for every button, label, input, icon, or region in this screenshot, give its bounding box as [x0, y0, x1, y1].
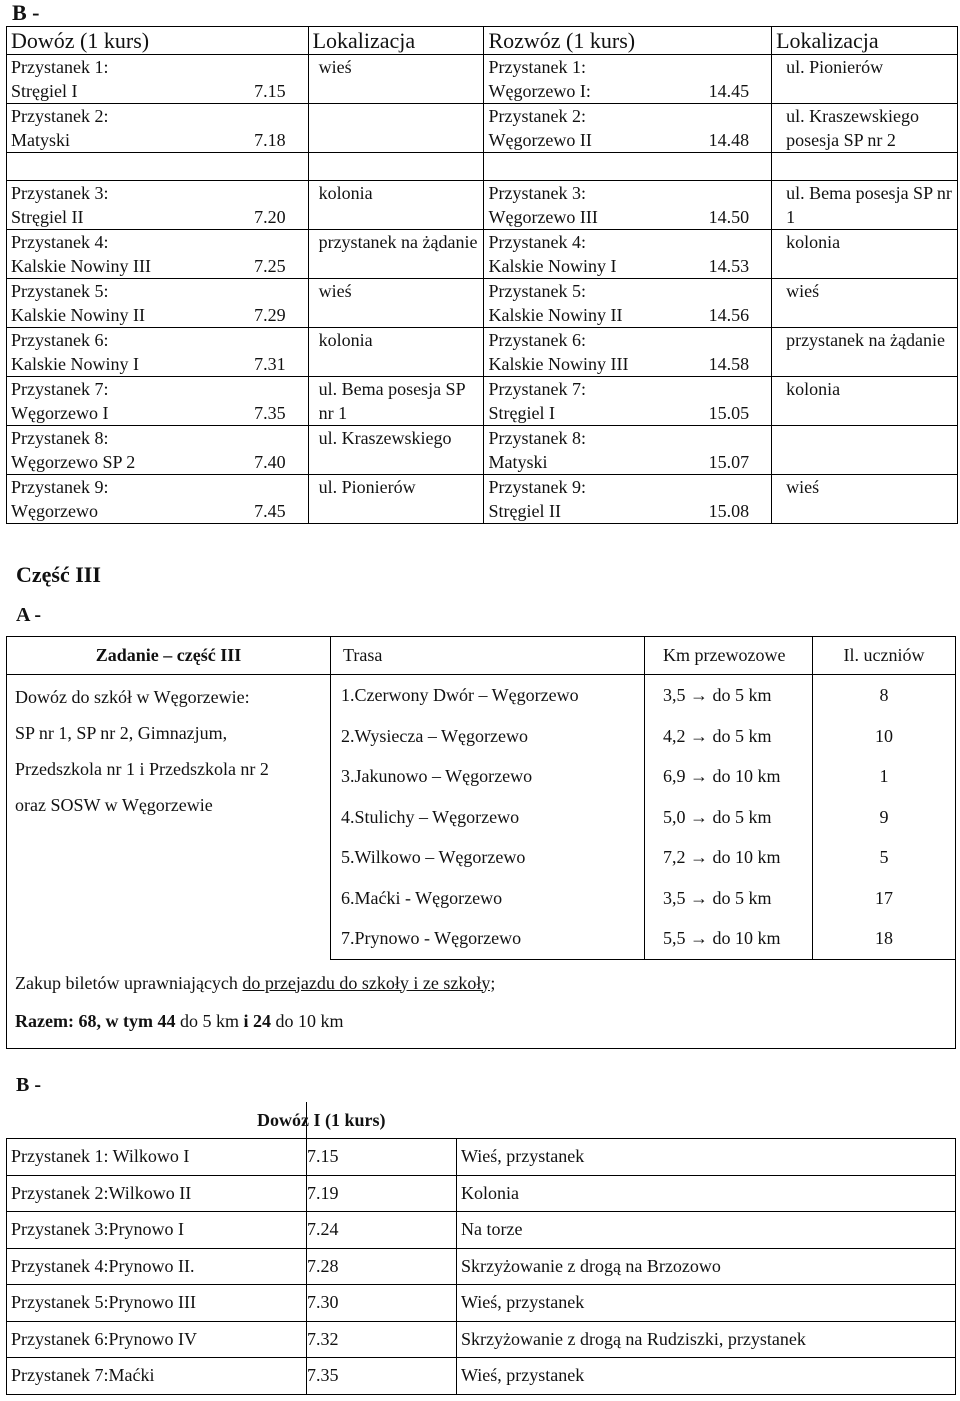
table3-location: Skrzyżowanie z drogą na Brzozowo: [457, 1248, 956, 1285]
return-stop-name-line: [488, 450, 767, 474]
route-count: 8: [879, 685, 889, 705]
return-stop-name: Kalskie Nowiny III: [488, 354, 629, 374]
schedule-row: [7, 426, 958, 475]
spacer-row: [7, 153, 958, 181]
rozwoz-cell: [484, 104, 772, 153]
stop-time: 7.29: [254, 305, 286, 325]
rozwoz-cell: [484, 279, 772, 328]
header-dowoz: Dowóz (1 kurs): [7, 27, 309, 55]
return-location-cell: [772, 426, 958, 475]
table3-time: 7.19: [307, 1175, 457, 1212]
return-location-cell: wieś: [772, 279, 958, 328]
stop-name-line: [11, 303, 304, 327]
route-name: 4.Stulichy – Węgorzewo: [341, 806, 520, 827]
rozwoz-cell: [484, 328, 772, 377]
dowoz-cell: [7, 104, 309, 153]
location-cell: ul. Kraszewskiego: [308, 426, 484, 475]
routes-column: [331, 675, 645, 960]
table3-location: Skrzyżowanie z drogą na Rudziszki, przystanek: [457, 1321, 956, 1358]
route-km: 5,5 → do 10 km: [663, 928, 781, 948]
return-stop-name-line: [488, 128, 767, 152]
table3-stop: Przystanek 1: Wilkowo I: [7, 1139, 307, 1176]
header-trasa: Trasa: [331, 637, 645, 675]
table3-time: 7.15: [307, 1139, 457, 1176]
stop-time: 7.40: [254, 452, 286, 472]
desc-line-4: oraz SOSW w Węgorzewie: [15, 795, 213, 815]
km-column: [645, 675, 813, 960]
location-cell: ul. Bema posesja SP nr 1: [308, 377, 484, 426]
table3-row: [7, 1285, 956, 1322]
table3-location: Na torze: [457, 1212, 956, 1249]
header-km: Km przewozowe: [645, 637, 813, 675]
summary-part-4: do 10 km: [270, 1010, 344, 1031]
schedule-row: [7, 181, 958, 230]
stop-name: Węgorzewo I: [11, 403, 109, 423]
return-stop-label: Przystanek 1:: [488, 57, 586, 77]
location-cell: kolonia: [308, 328, 484, 377]
return-stop-time: 15.07: [708, 452, 750, 472]
desc-line-3: Przedszkola nr 1 i Przedszkola nr 2: [15, 759, 269, 779]
route-count: 1: [879, 766, 889, 786]
return-stop-time: 14.45: [708, 81, 750, 101]
task-description: [7, 675, 331, 960]
return-location-cell: przystanek na żądanie: [772, 328, 958, 377]
stop-time: 7.35: [254, 403, 286, 423]
stop-name-line: [11, 254, 304, 278]
table3-stop: Przystanek 5:Prynowo III: [7, 1285, 307, 1322]
table3-stop: Przystanek 7:Maćki: [7, 1358, 307, 1395]
stop-time: 7.20: [254, 207, 286, 227]
route-count: 18: [875, 928, 893, 948]
header-lokalizacja-2: Lokalizacja: [772, 27, 958, 55]
schedule-row: [7, 279, 958, 328]
dowoz-cell: [7, 230, 309, 279]
stop-time: 7.31: [254, 354, 286, 374]
summary-part-3: i 24: [243, 1010, 271, 1031]
location-cell: wieś: [308, 55, 484, 104]
stop-name-line: [11, 401, 304, 425]
table3-row: [7, 1358, 956, 1395]
stop-name-line: [11, 79, 304, 103]
return-stop-name-line: [488, 499, 767, 523]
return-stop-name: Węgorzewo I:: [488, 81, 591, 101]
stop-name-line: [11, 352, 304, 376]
table3-location: Wieś, przystanek: [457, 1285, 956, 1322]
stop-name: Stręgiel II: [11, 207, 84, 227]
group-2: [7, 181, 958, 524]
return-stop-name-line: [488, 401, 767, 425]
return-stop-name-line: [488, 254, 767, 278]
table3-stop: Przystanek 6:Prynowo IV: [7, 1321, 307, 1358]
stop-time: 7.45: [254, 501, 286, 521]
stop-label: Przystanek 5:: [11, 281, 109, 301]
route-km: 4,2 → do 5 km: [663, 725, 772, 746]
table3-row: [7, 1321, 956, 1358]
dowoz-cell: [7, 279, 309, 328]
return-stop-name: Matyski: [488, 452, 548, 472]
return-stop-label: Przystanek 7:: [488, 379, 586, 399]
route-name: 6.Maćki - Węgorzewo: [341, 887, 503, 908]
return-stop-name-line: [488, 205, 767, 229]
schedule-row: [7, 230, 958, 279]
return-location-cell: ul. Bema posesja SP nr 1: [772, 181, 958, 230]
return-stop-name-line: [488, 79, 767, 103]
stop-name-line: [11, 450, 304, 474]
stop-label: Przystanek 1:: [11, 57, 109, 77]
return-location-cell: ul. Kraszewskiego posesja SP nr 2: [772, 104, 958, 153]
table3-row: [7, 1175, 956, 1212]
location-cell: wieś: [308, 279, 484, 328]
tickets-note-prefix: Zakup biletów uprawniających: [15, 972, 243, 993]
stop-name: Kalskie Nowiny III: [11, 256, 151, 276]
stop-label: Przystanek 7:: [11, 379, 109, 399]
dowoz-cell: [7, 475, 309, 524]
route-km: 3,5 → do 5 km: [663, 685, 772, 705]
route-km: 3,5 → do 5 km: [663, 887, 772, 908]
return-stop-label: Przystanek 8:: [488, 428, 586, 448]
stop-label: Przystanek 6:: [11, 330, 109, 350]
table3-time: 7.32: [307, 1321, 457, 1358]
table3-time: 7.30: [307, 1285, 457, 1322]
summary-line: [15, 1002, 947, 1040]
desc-line-1: Dowóz do szkół w Węgorzewie:: [15, 687, 250, 707]
tickets-note: [15, 964, 947, 1002]
rozwoz-cell: [484, 426, 772, 475]
return-stop-name-line: [488, 303, 767, 327]
header-lokalizacja: Lokalizacja: [308, 27, 484, 55]
rozwoz-cell: [484, 475, 772, 524]
return-stop-name: Stręgiel I: [488, 403, 555, 423]
stop-label: Przystanek 8:: [11, 428, 109, 448]
stop-label: Przystanek 2:: [11, 106, 109, 126]
route-count: 10: [875, 725, 893, 746]
stop-label: Przystanek 9:: [11, 477, 109, 497]
return-stop-name: Węgorzewo III: [488, 207, 598, 227]
table3-row: [7, 1212, 956, 1249]
return-stop-time: 15.05: [708, 403, 750, 423]
table3-title-row: [7, 1102, 956, 1139]
stop-label: Przystanek 3:: [11, 183, 109, 203]
table3-title: Dowóz I (1 kurs): [307, 1102, 956, 1139]
routes-header-row: [7, 637, 956, 675]
return-stop-name: Kalskie Nowiny II: [488, 305, 623, 325]
dowoz-cell: [7, 377, 309, 426]
route-name: 1.Czerwony Dwór – Węgorzewo: [341, 685, 579, 705]
stop-name-line: [11, 499, 304, 523]
stop-name: Stręgiel I: [11, 81, 78, 101]
return-stop-label: Przystanek 5:: [488, 281, 586, 301]
return-stop-name: Kalskie Nowiny I: [488, 256, 617, 276]
route-km: 7,2 → do 10 km: [663, 847, 781, 867]
header-uczniow: Il. uczniów: [813, 637, 956, 675]
return-location-cell: ul. Pionierów: [772, 55, 958, 104]
route-name: 7.Prynowo - Węgorzewo: [341, 928, 522, 948]
rozwoz-cell: [484, 377, 772, 426]
table3-time: 7.24: [307, 1212, 457, 1249]
rozwoz-cell: [484, 181, 772, 230]
stop-name: Kalskie Nowiny I: [11, 354, 139, 374]
route-km: 6,9 → do 10 km: [663, 766, 781, 786]
return-location-cell: kolonia: [772, 230, 958, 279]
dowoz-cell: [7, 328, 309, 377]
summary-part-2: do 5 km: [175, 1010, 244, 1031]
stop-time: 7.25: [254, 256, 286, 276]
route-count: 9: [879, 806, 889, 827]
schedule-row: [7, 377, 958, 426]
table3-stop: Przystanek 3:Prynowo I: [7, 1212, 307, 1249]
table3-stop: Przystanek 4:Prynowo II.: [7, 1248, 307, 1285]
stop-label: Przystanek 4:: [11, 232, 109, 252]
table3-time: 7.28: [307, 1248, 457, 1285]
stop-name-line: [11, 128, 304, 152]
tickets-note-underlined: do przejazdu do szkoły i ze szkoły;: [242, 972, 496, 993]
route-name: 3.Jakunowo – Węgorzewo: [341, 766, 533, 786]
return-stop-time: 14.56: [708, 305, 750, 325]
schedule-row: [7, 104, 958, 153]
schedule-table-1: [6, 26, 958, 524]
dowoz-cell: [7, 55, 309, 104]
section-b2-label: B -: [16, 1074, 41, 1096]
routes-table: [6, 636, 956, 1049]
schedule-row: [7, 55, 958, 104]
return-stop-label: Przystanek 6:: [488, 330, 586, 350]
schedule-row: [7, 475, 958, 524]
summary-part-1: Razem: 68, w tym 44: [15, 1010, 176, 1031]
stop-time: 7.15: [254, 81, 286, 101]
section-a-label: A -: [16, 604, 41, 626]
dowoz-cell: [7, 426, 309, 475]
return-location-cell: kolonia: [772, 377, 958, 426]
table3-location: Wieś, przystanek: [457, 1358, 956, 1395]
group-1: [7, 55, 958, 153]
return-stop-name-line: [488, 352, 767, 376]
location-cell: kolonia: [308, 181, 484, 230]
header-rozwoz: Rozwóz (1 kurs): [484, 27, 772, 55]
table3-row: [7, 1248, 956, 1285]
table3-stop: Przystanek 2:Wilkowo II: [7, 1175, 307, 1212]
note-row: [7, 959, 956, 1048]
rozwoz-cell: [484, 230, 772, 279]
schedule-row: [7, 328, 958, 377]
part3-title: Część III: [16, 562, 101, 587]
stop-name: Kalskie Nowiny II: [11, 305, 145, 325]
stop-name: Węgorzewo: [11, 501, 98, 521]
route-count: 17: [875, 887, 893, 908]
header-zadanie: Zadanie – część III: [7, 637, 331, 675]
return-stop-time: 15.08: [708, 501, 750, 521]
location-cell: [308, 104, 484, 153]
table3-location: Kolonia: [457, 1175, 956, 1212]
table3-rows: [7, 1139, 956, 1395]
return-stop-label: Przystanek 2:: [488, 106, 586, 126]
dowoz-cell: [7, 181, 309, 230]
return-stop-name: Węgorzewo II: [488, 130, 592, 150]
stop-time: 7.18: [254, 130, 286, 150]
count-column: [813, 675, 956, 960]
section-b-label: B -: [12, 0, 40, 25]
location-cell: ul. Pionierów: [308, 475, 484, 524]
location-cell: przystanek na żądanie: [308, 230, 484, 279]
return-stop-time: 14.48: [708, 130, 750, 150]
return-stop-time: 14.53: [708, 256, 750, 276]
route-km: 5,0 → do 5 km: [663, 806, 772, 827]
desc-line-2: SP nr 1, SP nr 2, Gimnazjum,: [15, 723, 228, 743]
stop-name: Węgorzewo SP 2: [11, 452, 136, 472]
return-stop-name: Stręgiel II: [488, 501, 561, 521]
return-stop-label: Przystanek 9:: [488, 477, 586, 497]
table3-row: [7, 1139, 956, 1176]
route-name: 5.Wilkowo – Węgorzewo: [341, 847, 526, 867]
route-name: 2.Wysiecza – Węgorzewo: [341, 725, 528, 746]
schedule-table-3: [6, 1102, 956, 1395]
return-stop-time: 14.50: [708, 207, 750, 227]
return-stop-label: Przystanek 4:: [488, 232, 586, 252]
return-stop-label: Przystanek 3:: [488, 183, 586, 203]
return-location-cell: wieś: [772, 475, 958, 524]
routes-body-row: [7, 675, 956, 960]
stop-name-line: [11, 205, 304, 229]
return-stop-time: 14.58: [708, 354, 750, 374]
stop-name: Matyski: [11, 130, 71, 150]
route-count: 5: [879, 847, 889, 867]
rozwoz-cell: [484, 55, 772, 104]
table3-location: Wieś, przystanek: [457, 1139, 956, 1176]
table3-time: 7.35: [307, 1358, 457, 1395]
